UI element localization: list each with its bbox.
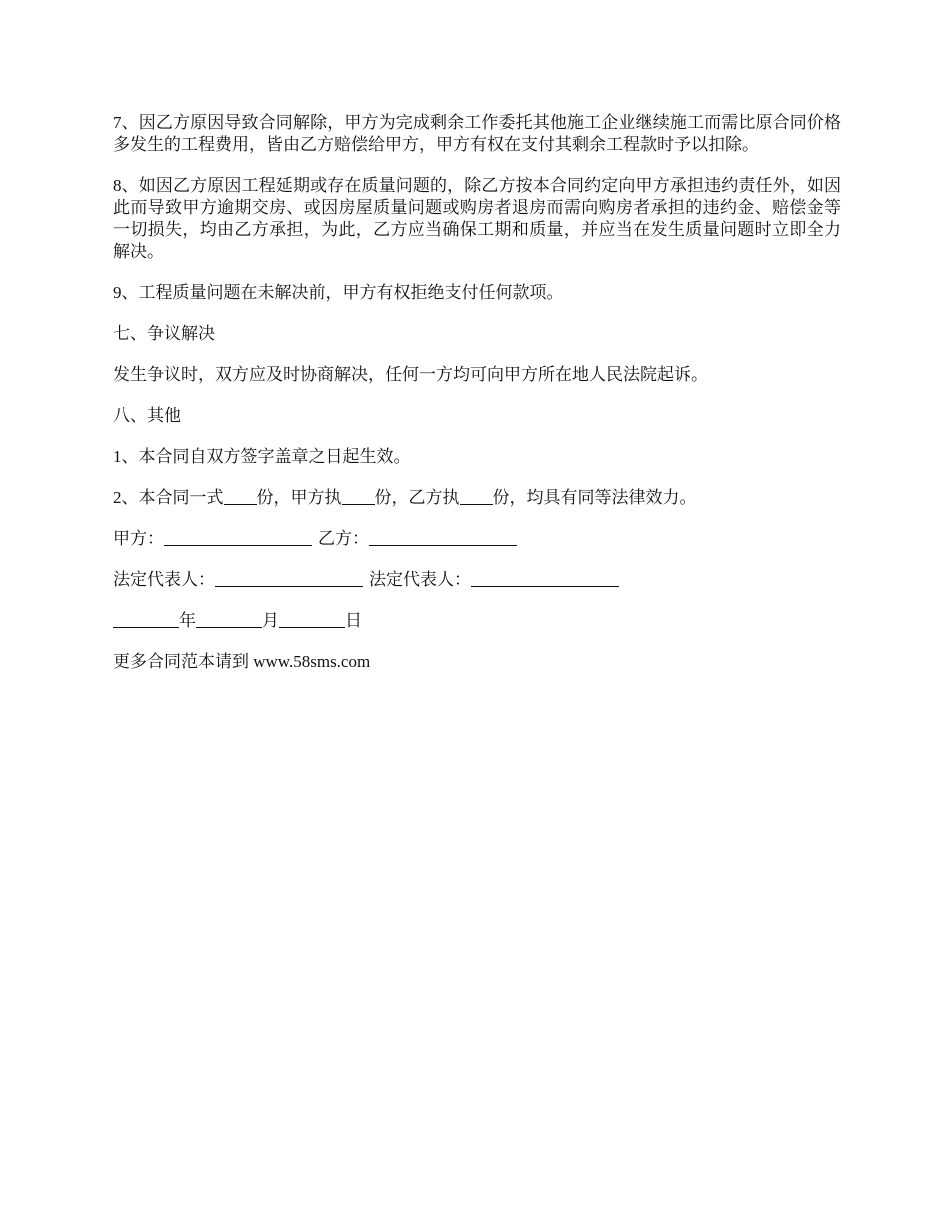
item-2-text-part-4: 份，均具有同等法律效力。: [492, 488, 697, 507]
section-8-heading: 八、其他: [113, 406, 181, 425]
day-blank: [279, 611, 345, 628]
party-b-label: 乙方：: [318, 529, 369, 548]
rep-b-signature-blank: [471, 570, 619, 587]
day-label: 日: [345, 611, 362, 630]
section-8-item-1: 1、本合同自双方签字盖章之日起生效。: [113, 447, 411, 466]
copies-party-a-blank: [342, 488, 375, 505]
footer-note: 更多合同范本请到 www.58sms.com: [113, 652, 371, 671]
clause-8: 8、如因乙方原因工程延期或存在质量问题的，除乙方按本合同约定向甲方承担违约责任外，如因此而导致甲方逾期交房、或因房屋质量问题或购房者退房而需向购房者承担的违约金、赔偿金等一切损失，均由乙方承担，为此，乙方应当确保工期和质量，并应当在发生质量问题时立即全力解决。: [113, 176, 841, 261]
item-2-text-part-2: 份，甲方执: [256, 488, 342, 507]
rep-a-label: 法定代表人：: [113, 570, 215, 589]
date-line: [113, 610, 841, 632]
month-blank: [196, 611, 262, 628]
item-2-text-part-3: 份，乙方执: [374, 488, 460, 507]
clause-7: 7、因乙方原因导致合同解除，甲方为完成剩余工作委托其他施工企业继续施工而需比原合同价格多发生的工程费用，皆由乙方赔偿给甲方，甲方有权在支付其剩余工程款时予以扣除。: [113, 113, 841, 154]
year-blank: [113, 611, 179, 628]
month-label: 月: [262, 611, 279, 630]
party-a-label: 甲方：: [113, 529, 164, 548]
section-8-item-2: [113, 487, 841, 509]
item-2-text-part-1: 2、本合同一式: [113, 488, 224, 507]
copies-party-b-blank: [460, 488, 493, 505]
party-b-signature-blank: [369, 529, 517, 546]
copies-total-blank: [224, 488, 257, 505]
clause-9: 9、工程质量问题在未解决前，甲方有权拒绝支付任何款项。: [113, 283, 564, 302]
party-signature-line: [113, 528, 841, 550]
year-label: 年: [179, 611, 196, 630]
representative-signature-line: [113, 569, 841, 591]
rep-a-signature-blank: [215, 570, 363, 587]
document-page: [113, 112, 841, 692]
rep-b-label: 法定代表人：: [369, 570, 471, 589]
section-7-heading: 七、争议解决: [113, 324, 215, 343]
party-a-signature-blank: [164, 529, 312, 546]
section-7-text: 发生争议时，双方应及时协商解决，任何一方均可向甲方所在地人民法院起诉。: [113, 365, 708, 384]
